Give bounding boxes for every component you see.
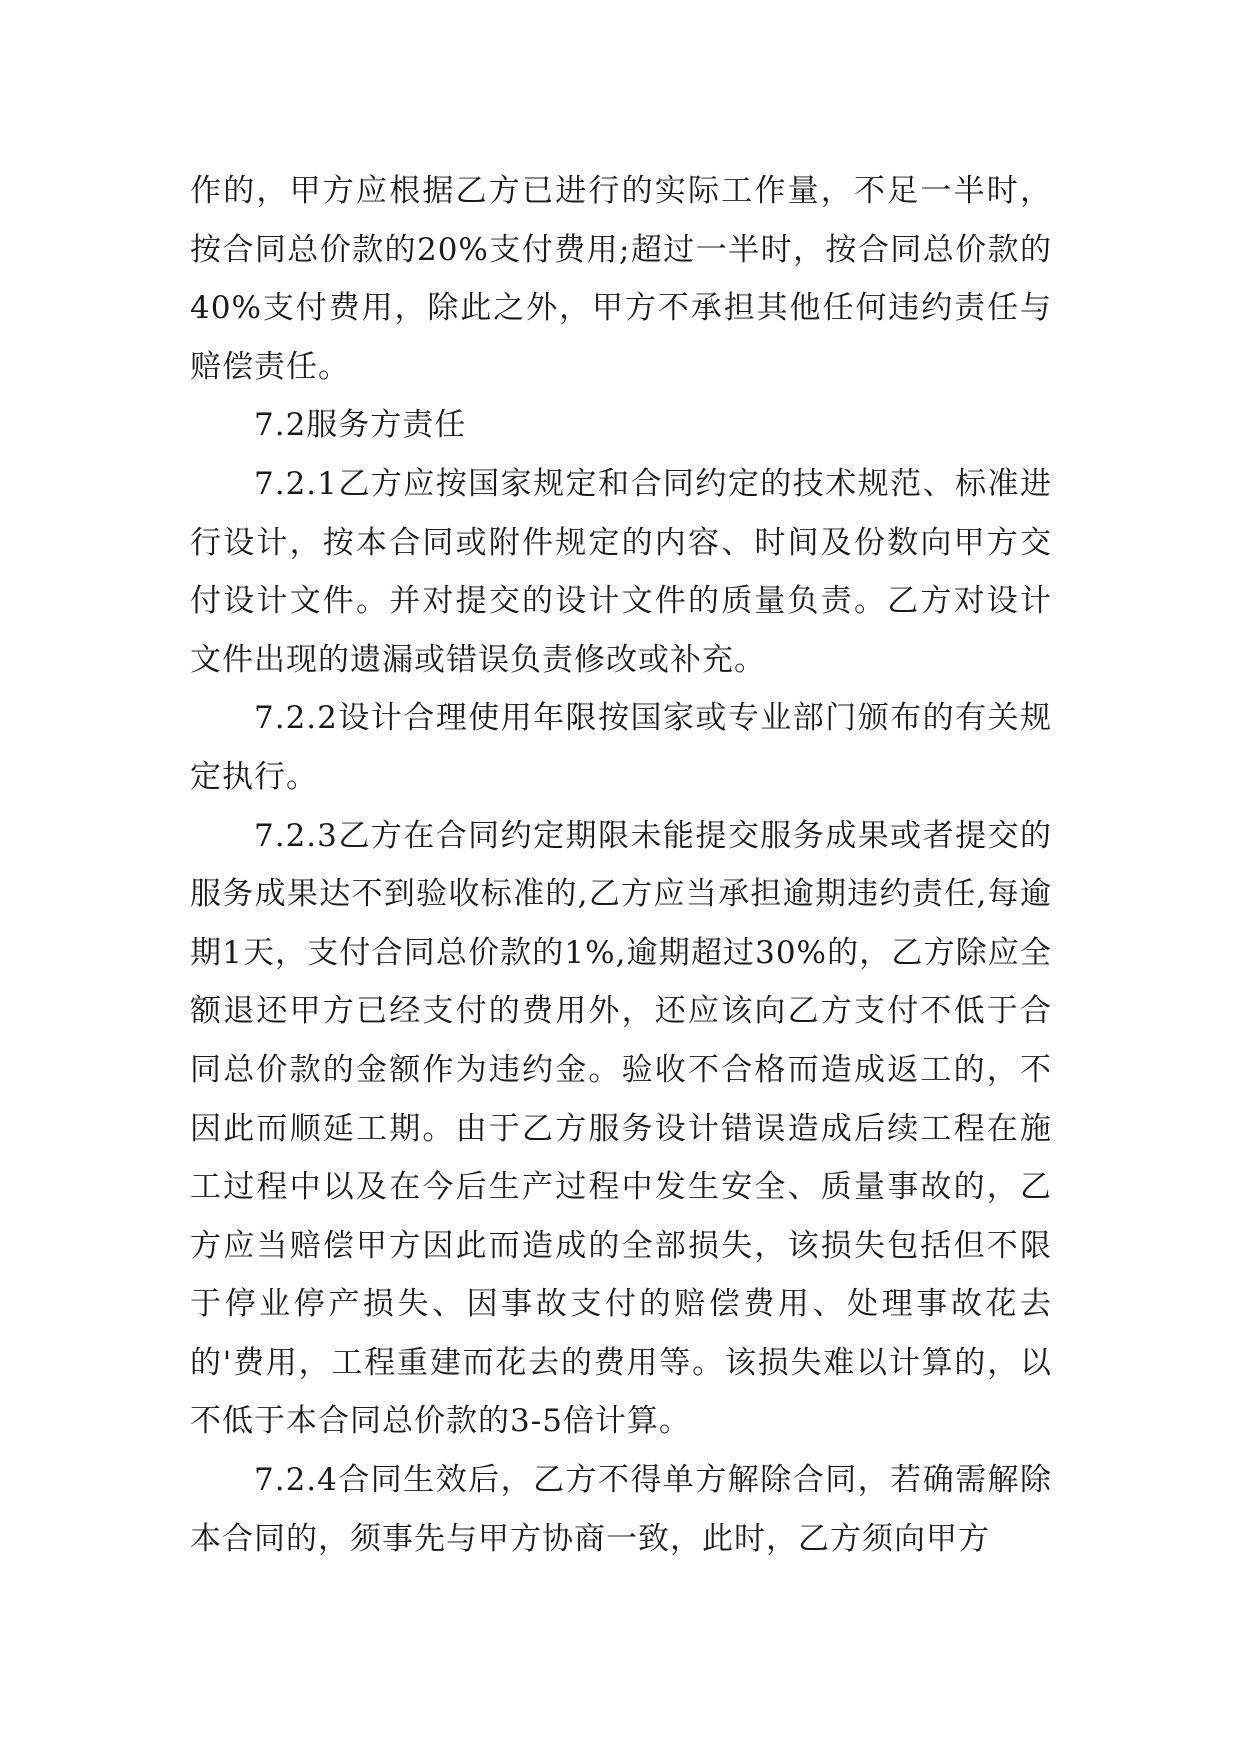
document-body [190, 162, 1052, 1568]
clause-7-2-4: 7.2.4合同生效后，乙方不得单方解除合同，若确需解除本合同的，须事先与甲方协商一致，此时，乙方须向甲方 [190, 1462, 1052, 1557]
paragraph-payment-terms: 作的，甲方应根据乙方已进行的实际工作量，不足一半时，按合同总价款的20%支付费用;超过一半时，按合同总价款的40%支付费用，除此之外，甲方不承担其他任何违约责任与赔偿责任。 [190, 173, 1052, 385]
clause-7-2-3: 7.2.3乙方在合同约定期限未能提交服务成果或者提交的服务成果达不到验收标准的,乙方应当承担逾期违约责任,每逾期1天，支付合同总价款的1%,逾期超过30%的，乙方除应全额退还甲方已经支付的费用外，还应该向乙方支付不低于合同总价款的金额作为违约金。验收不合格而造成返工的，不因此而顺延工期。由于乙方服务设计错误造成后续工程在施工过程中以及在今后生产过程中发生安全、质量事故的，乙方应当赔偿甲方因此而造成的全部损失，该损失包括但不限于停业停产损失、因事故支付的赔偿费用、处理事故花去的'费用，工程重建而花去的费用等。该损失难以计算的，以不低于本合同总价款的3-5倍计算。 [190, 817, 1052, 1440]
section-heading-7-2: 7.2服务方责任 [254, 407, 467, 444]
clause-7-2-1: 7.2.1乙方应按国家规定和合同约定的技术规范、标准进行设计，按本合同或附件规定的内容、时间及份数向甲方交付设计文件。并对提交的设计文件的质量负责。乙方对设计文件出现的遗漏或错误负责修改或补充。 [190, 465, 1052, 678]
clause-7-2-2: 7.2.2设计合理使用年限按国家或专业部门颁布的有关规定执行。 [190, 700, 1052, 795]
